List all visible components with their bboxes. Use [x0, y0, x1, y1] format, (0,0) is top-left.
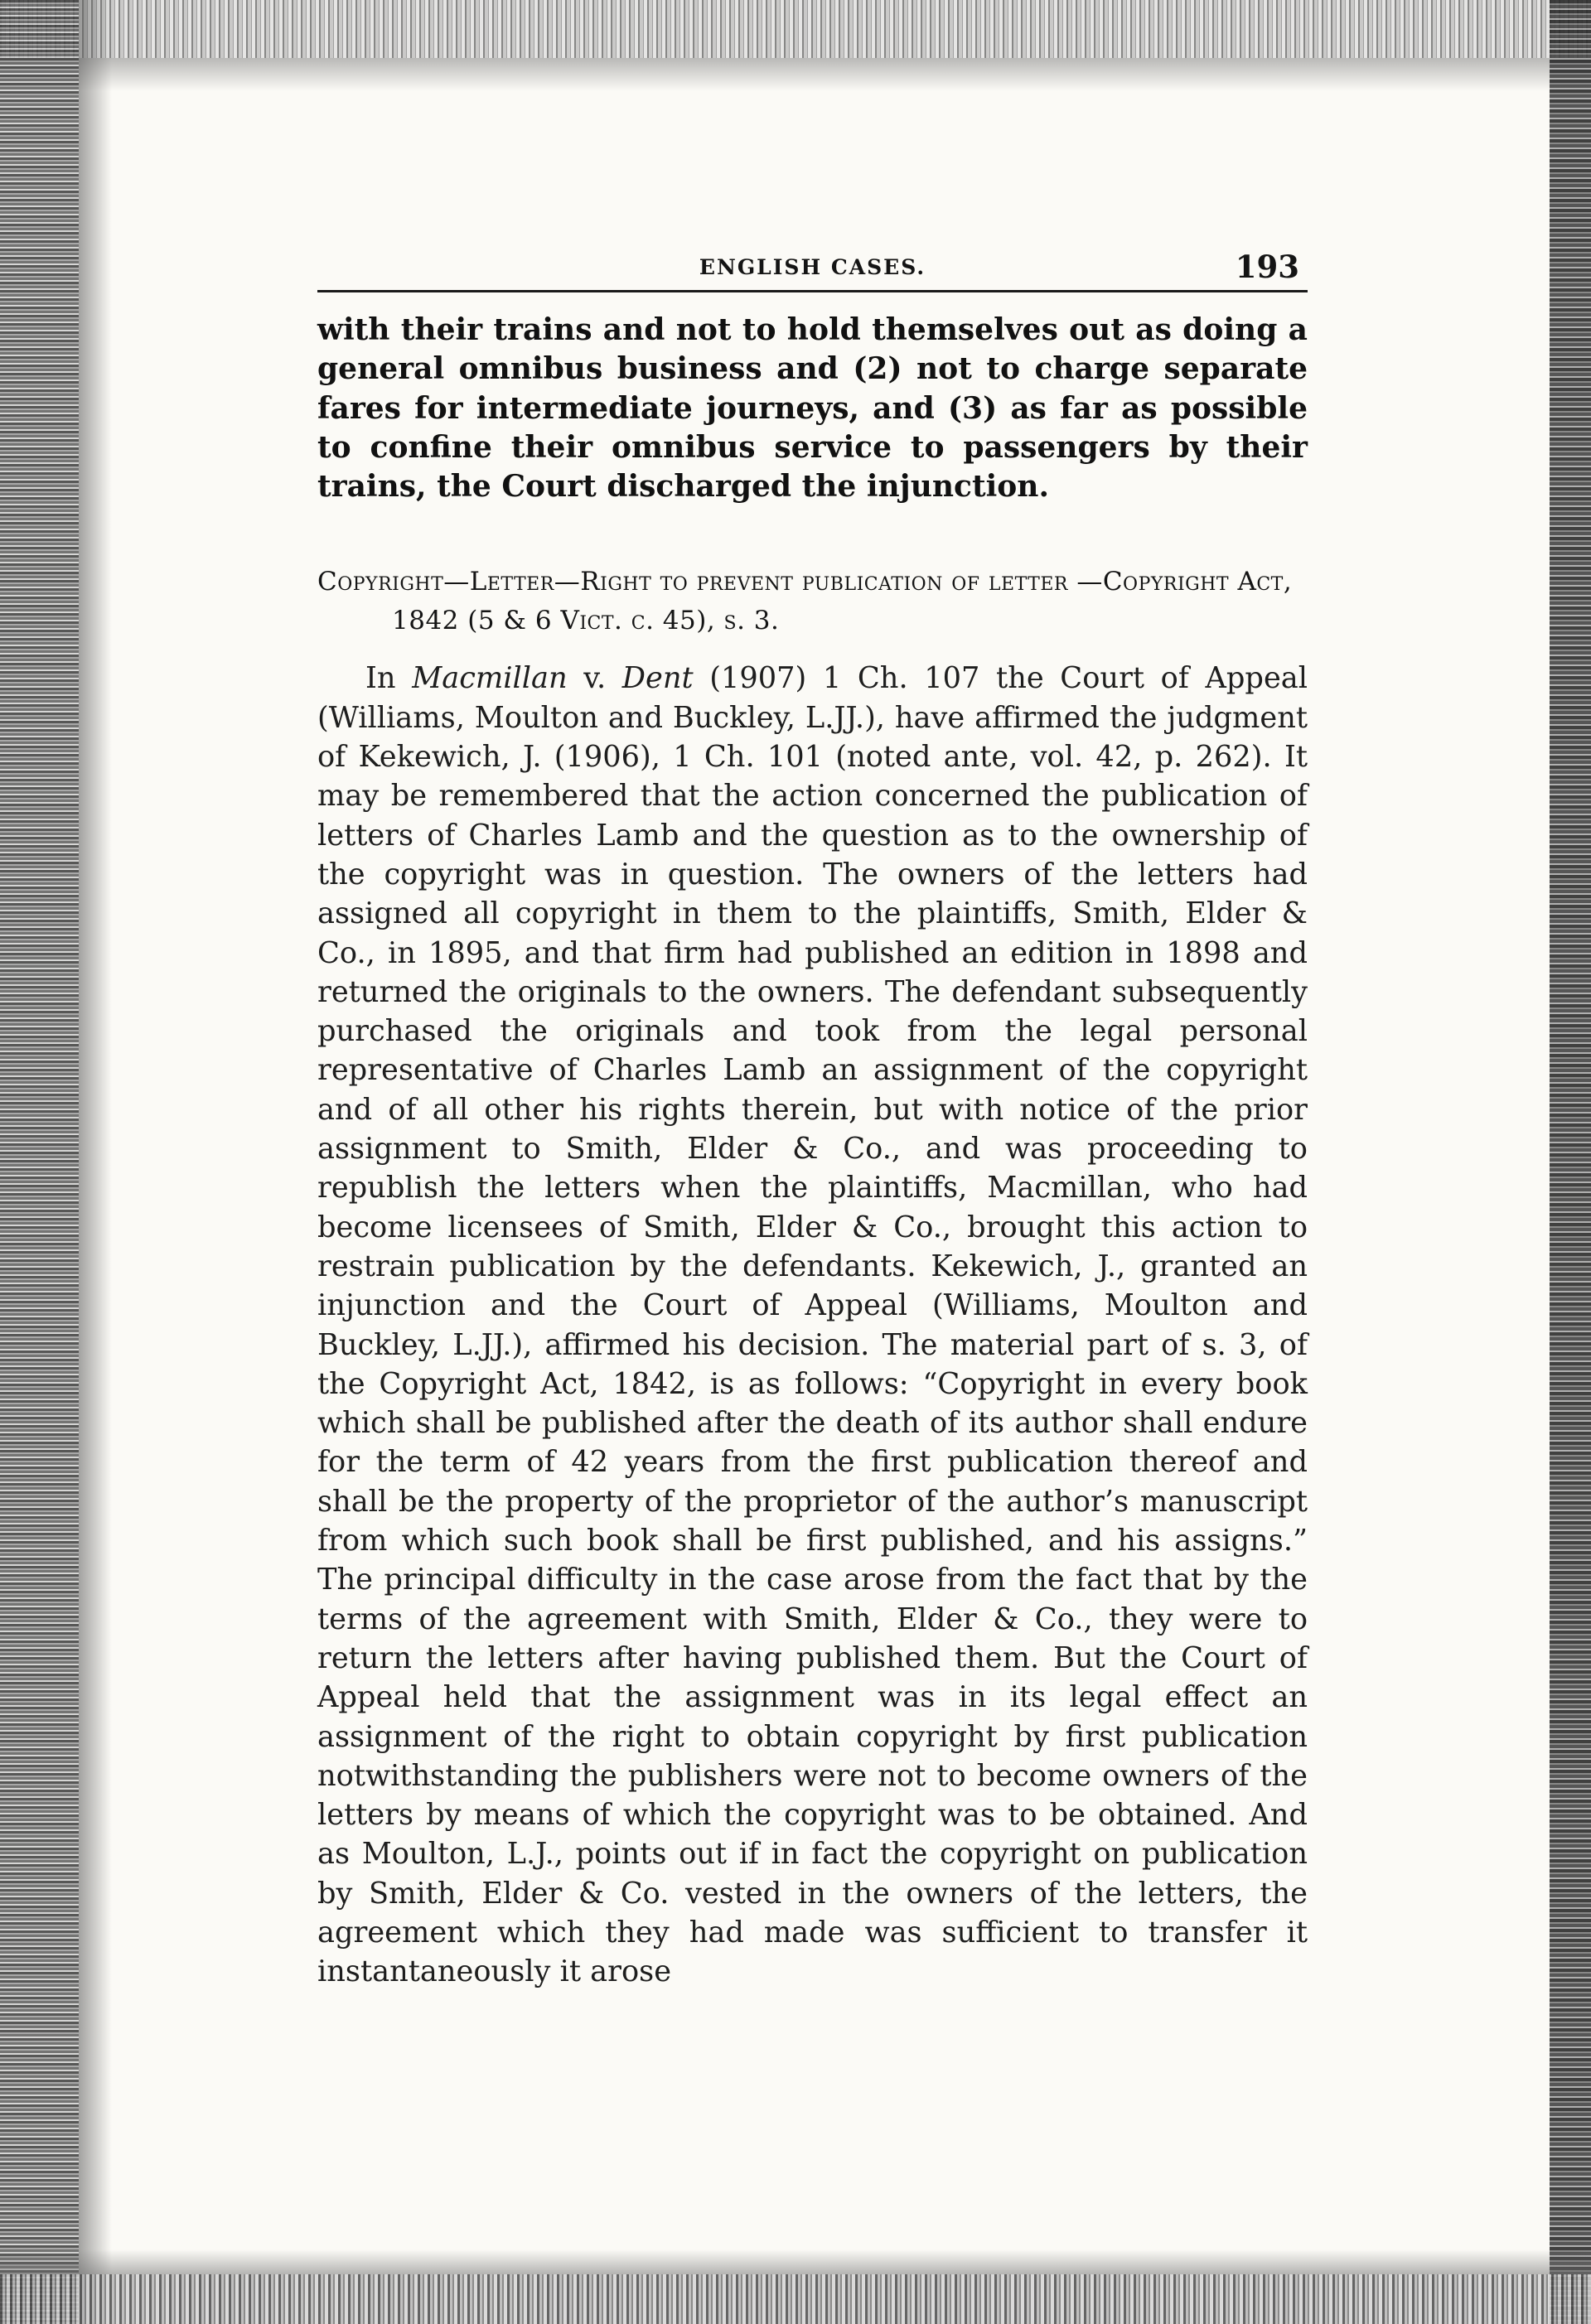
book-page: [317, 249, 1308, 1992]
scan-top-edge: [0, 0, 1591, 58]
continuation-paragraph: with their trains and not to hold themselves out as doing a general omnibus business and (2) not to charge separate fares for intermediate journeys, and (3) as far as possible to confine their omnibus service to passengers by their trains, the Court discharged the injunction.: [317, 312, 1308, 505]
scan-binding-shadow: [79, 0, 112, 2324]
page-number: 193: [1235, 249, 1299, 285]
case-paragraph-body: (1907) 1 Ch. 107 the Court of Appeal (Williams, Moulton and Buckley, L.JJ.), have affirmed the judgment of Kekewich, J. (1906), 1 Ch. 101 (noted ante, vol. 42, p. 262). It may be remembered that the action concerned the publication of letters of Charles Lamb and the question as to the ownership of the copyright was in question. The owners of the letters had assigned all copyright in them to the plaintiffs, Smith, Elder & Co., in 1895, and that firm had published an edition in 1898 and returned the originals to the owners. The defendant subsequently purchased the originals and took from the legal personal representative of Charles Lamb an assignment of the copyright and of all other his rights therein, but with notice of the prior assignment to Smith, Elder & Co., and was proceeding to republish the letters when the plaintiffs, Macmillan, who had become licensees of Smith, Elder & Co., brought this action to restrain publication by the defendants. Kekewich, J., granted an injunction and the Court of Appeal (Williams, Moulton and Buckley, L.JJ.), affirmed his decision. The material part of s. 3, of the Copyright Act, 1842, is as follows: “Copyright in every book which shall be published after the death of its author shall endure for the term of 42 years from the first publication thereof and shall be the property of the proprietor of the author’s manuscript from which such book shall be first published, and his assigns.” The principal difficulty in the case arose from the fact that by the terms of the agreement with Smith, Elder & Co., they were to return the letters after having published them. But the Court of Appeal held that the assignment was in its legal effect an assignment of the right to obtain copyright by first publication notwithstanding the publishers were not to become owners of the letters by means of which the copyright was to be obtained. And as Moulton, L.J., points out if in fact the copyright on publication by Smith, Elder & Co. vested in the owners of the letters, the agreement which they had made was sufficient to transfer it instantaneously it arose: [317, 661, 1308, 1989]
case-paragraph: [317, 659, 1308, 1991]
running-head-title: ENGLISH CASES.: [699, 255, 926, 279]
scan-bottom-edge: [0, 2274, 1591, 2324]
case-name-versus: v.: [567, 661, 622, 696]
case-name-plaintiff: Macmillan: [412, 661, 568, 696]
scan-right-edge: [1550, 0, 1591, 2324]
lead-in-text: In: [365, 661, 413, 696]
case-name-defendant: Dent: [621, 661, 694, 696]
scan-bottom-shadow: [0, 2249, 1591, 2274]
running-head: [317, 249, 1308, 292]
scan-top-shadow: [0, 58, 1591, 91]
case-headnote: Copyright—Letter—Right to prevent publication of letter —Copyright Act, 1842 (5 & 6 Vict. c. 45), s. 3.: [317, 567, 1293, 636]
scan-binding-edge: [0, 0, 79, 2324]
